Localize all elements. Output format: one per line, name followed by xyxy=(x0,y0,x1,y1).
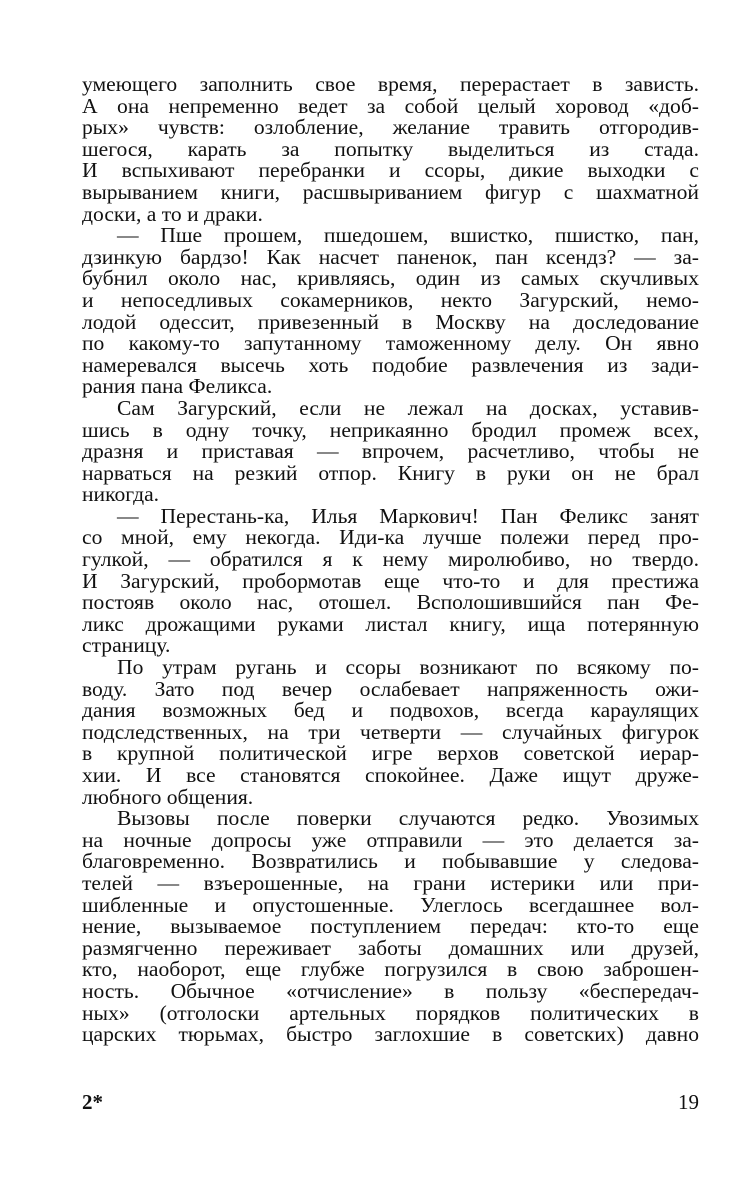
text-line: И Загурский, пробормотав еще что-то и для престижа xyxy=(82,568,699,593)
text-line: любного общения. xyxy=(82,784,254,809)
text-line: шись в одну точку, неприкаянно бродил промеж всех, xyxy=(82,417,699,442)
text-line: ных» (отголоски артельных порядков политических в xyxy=(82,1000,699,1025)
text-line: рых» чувств: озлобление, желание травить отгородив- xyxy=(82,115,699,140)
text-line: ликс дрожащими руками листал книгу, ища потерянную xyxy=(82,611,699,636)
paragraph xyxy=(82,808,699,1046)
page-footer xyxy=(82,1090,699,1120)
paragraph xyxy=(82,395,699,507)
text-line: шибленные и опустошенные. Улеглось всегдашнее вол- xyxy=(82,892,699,917)
text-line: телей — взъерошенные, на грани истерики или при- xyxy=(82,870,699,895)
page-body xyxy=(82,74,699,1046)
text-line: лодой одессит, привезенный в Москву на доследование xyxy=(82,309,699,334)
page-number: 19 xyxy=(678,1090,699,1114)
text-line: Вызовы после поверки случаются редко. Увозимых xyxy=(117,806,699,831)
text-line: И вспыхивают перебранки и ссоры, дикие выходки с xyxy=(82,158,699,183)
text-line: хии. И все становятся спокойнее. Даже ищут друже- xyxy=(82,763,699,787)
text-line: доски, а то и драки. xyxy=(82,201,263,226)
text-line: воду. Зато под вечер ослабевает напряженность ожи- xyxy=(82,676,699,701)
text-line: дания возможных бед и подвохов, всегда караулящих xyxy=(82,698,699,723)
text-line: благовременно. Возвратились и побывавшие у следова- xyxy=(82,849,699,874)
text-line: постояв около нас, отошел. Всполошившийся пан Фе- xyxy=(82,590,699,615)
paragraph xyxy=(82,657,699,808)
printer-signature: 2* xyxy=(82,1090,103,1114)
text-line: гулкой, — обратился я к нему миролюбиво, но твердо. xyxy=(82,547,699,572)
paragraph xyxy=(82,225,699,398)
text-line: шегося, карать за попытку выделиться из стада. xyxy=(82,136,699,161)
text-line: умеющего заполнить свое время, перерастает в зависть. xyxy=(82,72,699,96)
text-line: ность. Обычное «отчисление» в пользу «беспередач- xyxy=(82,978,699,1003)
text-line: вырыванием книги, расшвыриванием фигур с шахматной xyxy=(82,179,699,204)
text-line: со мной, ему некогда. Иди-ка лучше полежи перед про- xyxy=(82,525,699,550)
text-line: никогда. xyxy=(82,482,160,507)
text-line: по какому-то запутанному таможенному делу. Он явно xyxy=(82,331,699,356)
text-line: дзинкую бардзо! Как насчет паненок, пан ксендз? — за- xyxy=(82,244,699,269)
paragraph xyxy=(82,503,699,658)
text-line: нение, вызываемое поступлением передач: кто-то еще xyxy=(82,914,699,939)
text-line: кто, наоборот, еще глубже погрузился в свою заброшен- xyxy=(82,957,699,982)
text-line: По утрам ругань и ссоры возникают по всякому по- xyxy=(117,655,699,680)
text-line: размягченно переживает заботы домашних или друзей, xyxy=(82,935,699,960)
text-line: Сам Загурский, если не лежал на досках, уставив- xyxy=(117,395,699,420)
text-line: — Перестань-ка, Илья Маркович! Пан Феликс занят xyxy=(117,503,699,528)
paragraph xyxy=(82,74,699,225)
text-line: страницу. xyxy=(82,633,171,658)
text-line: дразня и приставая — впрочем, расчетливо, чтобы не xyxy=(82,439,699,464)
text-line: нарваться на резкий отпор. Книгу в руки он не брал xyxy=(82,460,699,485)
text-line: царских тюрьмах, быстро заглохшие в советских) давно xyxy=(82,1022,699,1047)
text-line: — Пше прошем, пшедошем, вшистко, пшистко, пан, xyxy=(117,223,699,248)
text-line: намеревался высечь хоть подобие развлечения из зади- xyxy=(82,352,699,377)
text-line: в крупной политической игре верхов советской иерар- xyxy=(82,741,699,766)
text-line: бубнил около нас, кривляясь, один из самых скучливых xyxy=(82,266,699,291)
text-line: на ночные допросы уже отправили — это делается за- xyxy=(82,827,699,852)
text-line: и непоседливых сокамерников, некто Загурский, немо- xyxy=(82,287,699,312)
text-line: подследственных, на три четверти — случайных фигурок xyxy=(82,719,699,744)
text-line: рания пана Феликса. xyxy=(82,374,273,399)
text-line: А она непременно ведет за собой целый хоровод «доб- xyxy=(82,93,699,118)
